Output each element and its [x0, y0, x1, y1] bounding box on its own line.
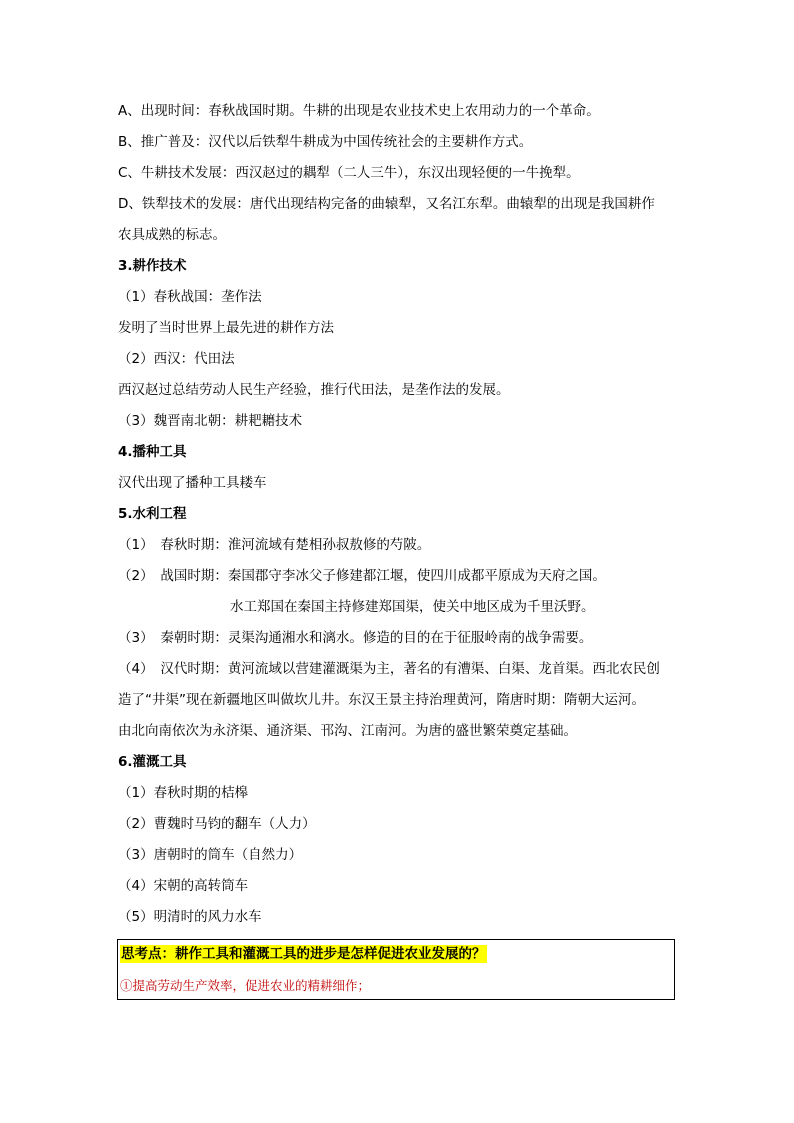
section-heading: 6.灌溉工具 [118, 754, 187, 770]
section-heading: 5.水利工程 [118, 506, 187, 522]
text-line: 西汉赵过总结劳动人民生产经验，推行代田法，是垄作法的发展。 [118, 382, 510, 398]
text-line: （3）唐朝时的筒车（自然力） [118, 847, 303, 863]
think-point-box [117, 939, 675, 1000]
text-line: 水工郑国在秦国主持修建郑国渠，使关中地区成为千里沃野。 [230, 599, 595, 615]
text-line: （5）明清时的风力水车 [118, 909, 262, 925]
text-line: （2） 战国时期：秦国郡守李冰父子修建都江堰，使四川成都平原成为天府之国。 [118, 568, 606, 584]
document-body [118, 96, 678, 933]
section-heading: 3.耕作技术 [118, 258, 187, 274]
text-line: 农具成熟的标志。 [118, 227, 226, 243]
text-line: （4） 汉代时期：黄河流域以营建灌溉渠为主，著名的有漕渠、白渠、龙首渠。西北农民创 [118, 661, 660, 677]
text-line: C、牛耕技术发展：西汉赵过的耦犁（二人三牛），东汉出现轻便的一牛挽犁。 [118, 165, 580, 181]
text-line: （2）曹魏时马钧的翻车（人力） [118, 816, 316, 832]
text-line: 发明了当时世界上最先进的耕作方法 [118, 320, 334, 336]
text-line: A、出现时间：春秋战国时期。牛耕的出现是农业技术史上农用动力的一个革命。 [118, 103, 600, 119]
text-line: （1） 春秋时期：淮河流域有楚相孙叔敖修的芍陂。 [118, 537, 431, 553]
text-line: D、铁犁技术的发展：唐代出现结构完备的曲辕犁，又名江东犁。曲辕犁的出现是我国耕作 [118, 196, 655, 212]
text-line: （2）西汉：代田法 [118, 351, 235, 367]
text-line: （3）魏晋南北朝：耕耙耱技术 [118, 413, 303, 429]
text-line: 汉代出现了播种工具耧车 [118, 475, 267, 491]
text-line: （3） 秦朝时期：灵渠沟通湘水和漓水。修造的目的在于征服岭南的战争需要。 [118, 630, 593, 646]
think-point-question: 思考点：耕作工具和灌溉工具的进步是怎样促进农业发展的？ [121, 946, 486, 962]
text-line: 由北向南依次为永济渠、通济渠、邗沟、江南河。为唐的盛世繁荣奠定基础。 [118, 723, 577, 739]
text-line: （4）宋朝的高转筒车 [118, 878, 249, 894]
section-heading: 4.播种工具 [118, 444, 187, 460]
text-line: （1）春秋时期的桔槔 [118, 785, 249, 801]
text-line: B、推广普及：汉代以后铁犁牛耕成为中国传统社会的主要耕作方式。 [118, 134, 533, 150]
text-line: 造了“井渠”现在新疆地区叫做坎儿井。东汉王景主持治理黄河，隋唐时期：隋朝大运河。 [118, 692, 645, 708]
think-point-answer: ①提高劳动生产效率，促进农业的精耕细作； [120, 978, 371, 993]
text-line: （1）春秋战国：垄作法 [118, 289, 262, 305]
